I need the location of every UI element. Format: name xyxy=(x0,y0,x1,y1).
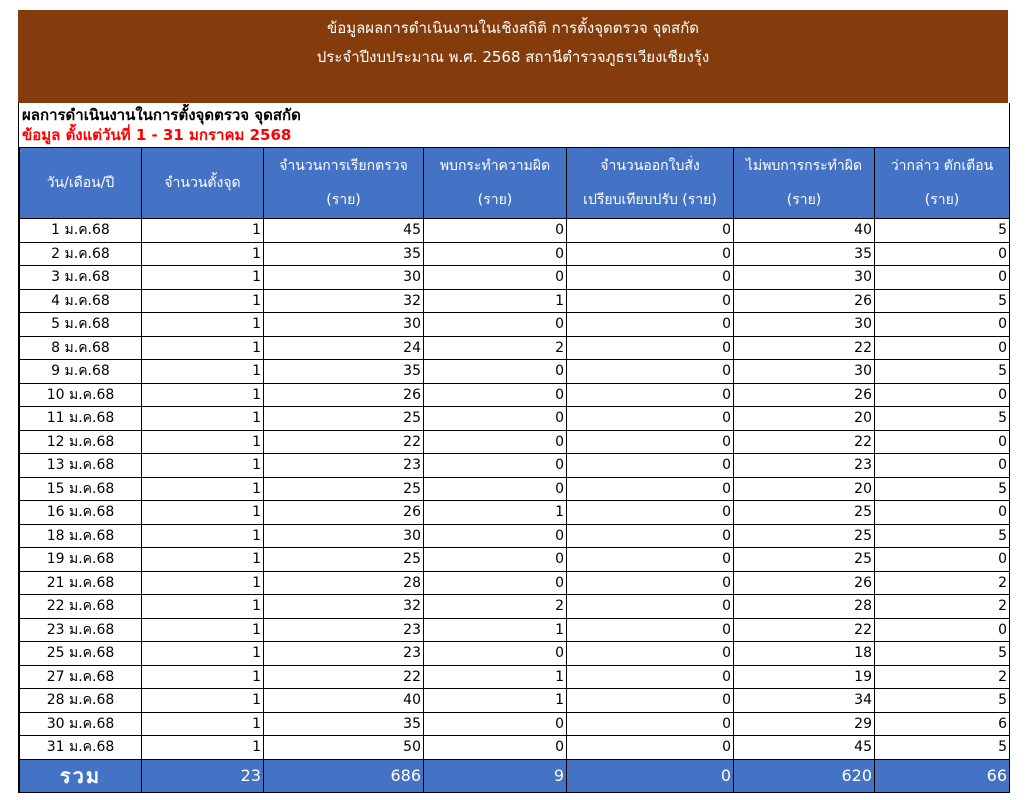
value-cell: 0 xyxy=(567,548,734,572)
table-row xyxy=(20,642,1010,666)
value-cell: 1 xyxy=(142,219,264,243)
value-cell: 50 xyxy=(264,736,424,760)
table-row xyxy=(20,524,1010,548)
date-cell: 21 ม.ค.68 xyxy=(20,571,142,595)
date-cell: 30 ม.ค.68 xyxy=(20,712,142,736)
value-cell: 26 xyxy=(734,383,875,407)
date-cell: 23 ม.ค.68 xyxy=(20,618,142,642)
column-header xyxy=(875,148,1010,219)
column-header-unit: (ราย) xyxy=(477,192,513,208)
table-row xyxy=(20,736,1010,760)
banner-subtitle: ประจำปีงบประมาณ พ.ศ. 2568 สถานีตำรวจภูธรเวียงเชียงรุ้ง xyxy=(316,48,710,66)
value-cell: 35 xyxy=(734,242,875,266)
table-row xyxy=(20,219,1010,243)
value-cell: 25 xyxy=(734,501,875,525)
value-cell: 5 xyxy=(875,289,1010,313)
value-cell: 5 xyxy=(875,219,1010,243)
value-cell: 2 xyxy=(424,336,567,360)
total-value-cell: 9 xyxy=(424,759,567,792)
report-banner xyxy=(18,10,1008,103)
value-cell: 1 xyxy=(142,712,264,736)
value-cell: 0 xyxy=(567,336,734,360)
date-cell: 31 ม.ค.68 xyxy=(20,736,142,760)
value-cell: 0 xyxy=(424,242,567,266)
column-header-line: ไม่พบการกระทำผิด xyxy=(745,158,863,174)
date-cell: 10 ม.ค.68 xyxy=(20,383,142,407)
value-cell: 0 xyxy=(567,313,734,337)
value-cell: 22 xyxy=(264,665,424,689)
value-cell: 0 xyxy=(424,477,567,501)
value-cell: 1 xyxy=(142,642,264,666)
value-cell: 0 xyxy=(567,712,734,736)
value-cell: 0 xyxy=(424,219,567,243)
value-cell: 34 xyxy=(734,689,875,713)
value-cell: 5 xyxy=(875,642,1010,666)
value-cell: 26 xyxy=(264,383,424,407)
value-cell: 24 xyxy=(264,336,424,360)
table-row xyxy=(20,595,1010,619)
value-cell: 0 xyxy=(875,501,1010,525)
date-cell: 1 ม.ค.68 xyxy=(20,219,142,243)
date-cell: 25 ม.ค.68 xyxy=(20,642,142,666)
value-cell: 25 xyxy=(264,477,424,501)
value-cell: 1 xyxy=(142,360,264,384)
value-cell: 0 xyxy=(875,266,1010,290)
value-cell: 0 xyxy=(875,336,1010,360)
value-cell: 0 xyxy=(424,642,567,666)
value-cell: 0 xyxy=(567,642,734,666)
table-row xyxy=(20,383,1010,407)
header-row xyxy=(20,148,1010,219)
table-row xyxy=(20,454,1010,478)
value-cell: 0 xyxy=(424,736,567,760)
table-row xyxy=(20,477,1010,501)
report-sheet xyxy=(18,103,1010,793)
value-cell: 32 xyxy=(264,289,424,313)
total-value-cell: 0 xyxy=(567,759,734,792)
table-row xyxy=(20,313,1010,337)
value-cell: 1 xyxy=(424,618,567,642)
value-cell: 1 xyxy=(142,548,264,572)
value-cell: 20 xyxy=(734,477,875,501)
value-cell: 0 xyxy=(567,454,734,478)
value-cell: 1 xyxy=(142,289,264,313)
value-cell: 28 xyxy=(264,571,424,595)
value-cell: 1 xyxy=(424,501,567,525)
date-cell: 5 ม.ค.68 xyxy=(20,313,142,337)
value-cell: 30 xyxy=(734,360,875,384)
value-cell: 1 xyxy=(142,336,264,360)
date-cell: 12 ม.ค.68 xyxy=(20,430,142,454)
value-cell: 22 xyxy=(734,336,875,360)
value-cell: 45 xyxy=(264,219,424,243)
table-row xyxy=(20,430,1010,454)
date-range-label: ข้อมูล ตั้งแต่วันที่ 1 - 31 มกราคม 2568 xyxy=(22,126,292,144)
value-cell: 0 xyxy=(424,313,567,337)
value-cell: 0 xyxy=(567,430,734,454)
value-cell: 0 xyxy=(875,430,1010,454)
column-header-line: ว่ากล่าว ตักเตือน xyxy=(890,158,994,174)
value-cell: 5 xyxy=(875,360,1010,384)
value-cell: 0 xyxy=(424,407,567,431)
value-cell: 32 xyxy=(264,595,424,619)
value-cell: 30 xyxy=(734,266,875,290)
date-cell: 2 ม.ค.68 xyxy=(20,242,142,266)
value-cell: 0 xyxy=(567,477,734,501)
total-value-cell: 620 xyxy=(734,759,875,792)
value-cell: 30 xyxy=(734,313,875,337)
date-cell: 15 ม.ค.68 xyxy=(20,477,142,501)
value-cell: 5 xyxy=(875,689,1010,713)
value-cell: 45 xyxy=(734,736,875,760)
date-cell: 9 ม.ค.68 xyxy=(20,360,142,384)
value-cell: 1 xyxy=(424,289,567,313)
value-cell: 0 xyxy=(567,266,734,290)
value-cell: 0 xyxy=(567,524,734,548)
column-header xyxy=(264,148,424,219)
value-cell: 22 xyxy=(264,430,424,454)
date-cell: 16 ม.ค.68 xyxy=(20,501,142,525)
value-cell: 30 xyxy=(264,524,424,548)
value-cell: 30 xyxy=(264,313,424,337)
value-cell: 0 xyxy=(424,571,567,595)
value-cell: 1 xyxy=(142,524,264,548)
value-cell: 25 xyxy=(734,524,875,548)
value-cell: 2 xyxy=(875,665,1010,689)
total-row xyxy=(20,759,1010,792)
table-row xyxy=(20,242,1010,266)
column-header-unit: (ราย) xyxy=(326,192,361,208)
column-header-unit: เปรียบเทียบปรับ (ราย) xyxy=(583,192,717,208)
value-cell: 28 xyxy=(734,595,875,619)
value-cell: 0 xyxy=(567,501,734,525)
value-cell: 0 xyxy=(424,266,567,290)
table-row xyxy=(20,407,1010,431)
table-row xyxy=(20,712,1010,736)
value-cell: 30 xyxy=(264,266,424,290)
date-cell: 22 ม.ค.68 xyxy=(20,595,142,619)
value-cell: 1 xyxy=(142,736,264,760)
value-cell: 1 xyxy=(142,383,264,407)
value-cell: 25 xyxy=(264,407,424,431)
date-cell: 18 ม.ค.68 xyxy=(20,524,142,548)
value-cell: 1 xyxy=(142,407,264,431)
value-cell: 0 xyxy=(567,665,734,689)
total-value-cell: 23 xyxy=(142,759,264,792)
value-cell: 26 xyxy=(734,571,875,595)
column-header-unit: (ราย) xyxy=(924,192,960,208)
table-body xyxy=(20,219,1010,760)
value-cell: 40 xyxy=(734,219,875,243)
column-header xyxy=(20,148,142,219)
value-cell: 0 xyxy=(567,407,734,431)
table-row xyxy=(20,289,1010,313)
value-cell: 1 xyxy=(142,430,264,454)
value-cell: 0 xyxy=(567,736,734,760)
value-cell: 0 xyxy=(567,360,734,384)
value-cell: 1 xyxy=(142,477,264,501)
value-cell: 25 xyxy=(264,548,424,572)
value-cell: 5 xyxy=(875,524,1010,548)
report-subtitle: ผลการดำเนินงานในการตั้งจุดตรวจ จุดสกัด xyxy=(22,106,301,124)
date-cell: 4 ม.ค.68 xyxy=(20,289,142,313)
date-cell: 19 ม.ค.68 xyxy=(20,548,142,572)
value-cell: 0 xyxy=(567,571,734,595)
checkpoint-table xyxy=(19,147,1010,793)
value-cell: 0 xyxy=(875,618,1010,642)
date-cell: 11 ม.ค.68 xyxy=(20,407,142,431)
value-cell: 23 xyxy=(734,454,875,478)
column-header-line: จำนวนตั้งจุด xyxy=(164,175,241,191)
table-row xyxy=(20,548,1010,572)
value-cell: 1 xyxy=(142,454,264,478)
value-cell: 5 xyxy=(875,736,1010,760)
value-cell: 0 xyxy=(567,689,734,713)
value-cell: 1 xyxy=(424,665,567,689)
value-cell: 5 xyxy=(875,477,1010,501)
column-header xyxy=(424,148,567,219)
column-header xyxy=(567,148,734,219)
value-cell: 0 xyxy=(875,313,1010,337)
value-cell: 1 xyxy=(142,665,264,689)
value-cell: 0 xyxy=(567,289,734,313)
value-cell: 2 xyxy=(424,595,567,619)
value-cell: 1 xyxy=(142,571,264,595)
value-cell: 29 xyxy=(734,712,875,736)
value-cell: 1 xyxy=(142,501,264,525)
table-row xyxy=(20,689,1010,713)
value-cell: 6 xyxy=(875,712,1010,736)
value-cell: 0 xyxy=(424,548,567,572)
value-cell: 0 xyxy=(424,360,567,384)
value-cell: 0 xyxy=(424,430,567,454)
value-cell: 1 xyxy=(142,618,264,642)
value-cell: 0 xyxy=(424,454,567,478)
value-cell: 0 xyxy=(567,242,734,266)
table-row xyxy=(20,618,1010,642)
value-cell: 0 xyxy=(875,383,1010,407)
banner-title: ข้อมูลผลการดำเนินงานในเชิงสถิติ การตั้งจุดตรวจ จุดสกัด xyxy=(326,19,700,37)
value-cell: 0 xyxy=(567,383,734,407)
value-cell: 26 xyxy=(734,289,875,313)
value-cell: 35 xyxy=(264,360,424,384)
value-cell: 0 xyxy=(567,595,734,619)
value-cell: 0 xyxy=(424,712,567,736)
value-cell: 5 xyxy=(875,407,1010,431)
table-row xyxy=(20,336,1010,360)
table-row xyxy=(20,571,1010,595)
value-cell: 0 xyxy=(567,618,734,642)
date-cell: 13 ม.ค.68 xyxy=(20,454,142,478)
column-header xyxy=(734,148,875,219)
value-cell: 22 xyxy=(734,618,875,642)
value-cell: 23 xyxy=(264,642,424,666)
value-cell: 0 xyxy=(567,219,734,243)
value-cell: 0 xyxy=(424,383,567,407)
value-cell: 1 xyxy=(142,266,264,290)
value-cell: 25 xyxy=(734,548,875,572)
date-cell: 8 ม.ค.68 xyxy=(20,336,142,360)
date-cell: 27 ม.ค.68 xyxy=(20,665,142,689)
date-cell: 3 ม.ค.68 xyxy=(20,266,142,290)
value-cell: 35 xyxy=(264,712,424,736)
column-header-line: พบกระทำความผิด xyxy=(439,158,551,174)
value-cell: 0 xyxy=(875,242,1010,266)
table-row xyxy=(20,360,1010,384)
value-cell: 20 xyxy=(734,407,875,431)
value-cell: 0 xyxy=(875,548,1010,572)
value-cell: 35 xyxy=(264,242,424,266)
value-cell: 23 xyxy=(264,618,424,642)
value-cell: 1 xyxy=(424,689,567,713)
value-cell: 0 xyxy=(875,454,1010,478)
table-row xyxy=(20,665,1010,689)
value-cell: 1 xyxy=(142,242,264,266)
column-header-line: จำนวนการเรียกตรวจ xyxy=(279,158,408,174)
column-header-line: วัน/เดือน/ปี xyxy=(46,175,115,191)
total-value-cell: 686 xyxy=(264,759,424,792)
value-cell: 1 xyxy=(142,313,264,337)
value-cell: 23 xyxy=(264,454,424,478)
table-row xyxy=(20,501,1010,525)
value-cell: 18 xyxy=(734,642,875,666)
value-cell: 1 xyxy=(142,595,264,619)
value-cell: 2 xyxy=(875,571,1010,595)
column-header-line: จำนวนออกใบสั่ง xyxy=(600,158,700,174)
value-cell: 40 xyxy=(264,689,424,713)
date-cell: 28 ม.ค.68 xyxy=(20,689,142,713)
value-cell: 1 xyxy=(142,689,264,713)
value-cell: 22 xyxy=(734,430,875,454)
value-cell: 19 xyxy=(734,665,875,689)
value-cell: 2 xyxy=(875,595,1010,619)
table-row xyxy=(20,266,1010,290)
value-cell: 26 xyxy=(264,501,424,525)
total-value-cell: 66 xyxy=(875,759,1010,792)
column-header xyxy=(142,148,264,219)
value-cell: 0 xyxy=(424,524,567,548)
column-header-unit: (ราย) xyxy=(786,192,822,208)
total-label: รวม xyxy=(20,759,142,792)
